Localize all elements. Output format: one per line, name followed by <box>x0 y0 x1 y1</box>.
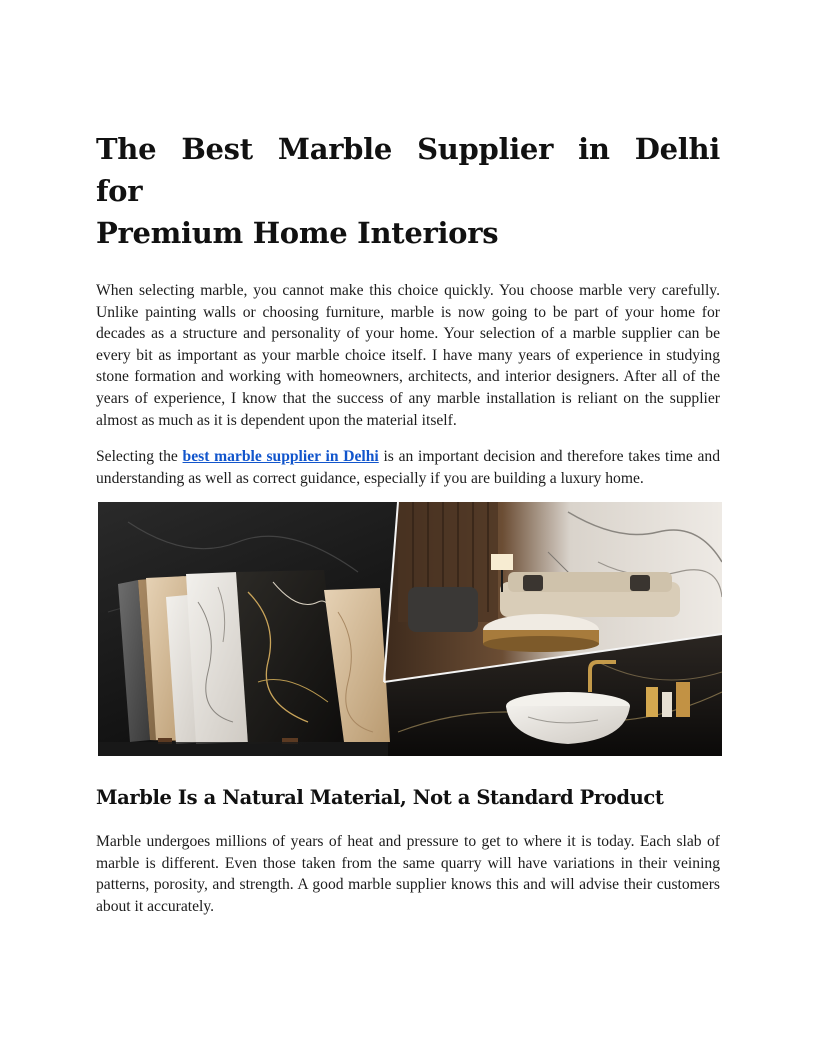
marble-interior-image <box>98 502 722 756</box>
page-title <box>96 128 720 254</box>
title-line-1: The Best Marble Supplier in Delhi for <box>96 132 720 208</box>
marble-collage-illustration <box>98 502 722 756</box>
supplier-paragraph <box>96 446 720 489</box>
natural-material-paragraph: Marble undergoes millions of years of heat and pressure to get to where it is today. Each slab of marble is different. Even those taken from the same quarry will have variations in their veining patterns, porosity, and strength. A good marble supplier knows this and will advise their customers about it accurately. <box>96 833 720 915</box>
document-page <box>96 128 720 489</box>
title-line-2: Premium Home Interiors <box>96 216 499 250</box>
intro-paragraph: When selecting marble, you cannot make this choice quickly. You choose marble very carefully. Unlike painting walls or choosing furniture, marble is now going to be part of your home for decades as a structure and personality of your home. Your selection of a marble supplier can be every bit as important as your marble choice itself. I have many years of experience in studying stone formation and working with homeowners, architects, and interior designers. After all of the years of experience, I know that the success of any marble installation is reliant on the supplier almost as much as it is dependent upon the material itself. <box>96 282 720 429</box>
paragraph2-lead: Selecting the <box>96 448 183 466</box>
paragraph2-tail: is an important decision and therefore takes time and understanding as well as correct guidance, especially if you are building a luxury home. <box>96 448 721 487</box>
section-heading: Marble Is a Natural Material, Not a Standard Product <box>96 786 664 809</box>
best-marble-supplier-link[interactable]: best marble supplier in Delhi <box>182 448 379 466</box>
